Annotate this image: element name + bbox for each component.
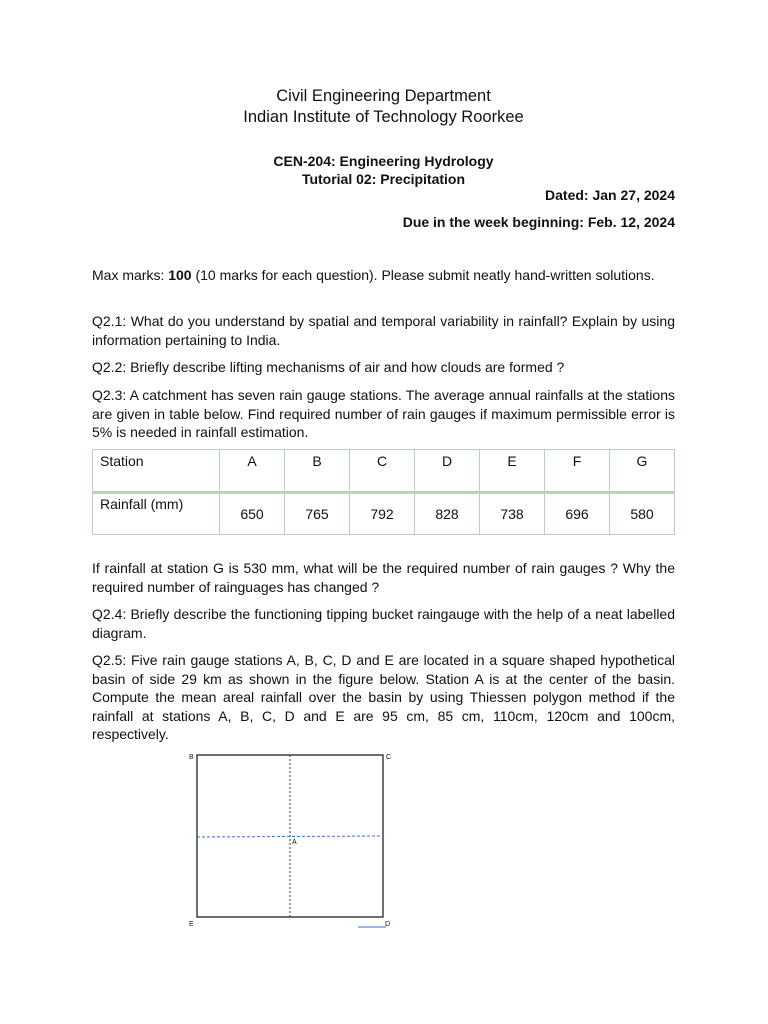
table-cell-station: A bbox=[220, 450, 285, 493]
question-2-5: Q2.5: Five rain gauge stations A, B, C, D and E are located in a square shaped hypothetical basin of side 29 km as shown in the figure below. Station A is at the center of the basin. Compute the mean areal rainfall over the basin by using Thiessen polygon method if the rainfall at stations A, B, C, D and E are 95 cm, 85 cm, 110cm, 120cm and 100cm, respectively. bbox=[92, 652, 675, 742]
table-row-stations bbox=[93, 450, 675, 493]
basin-diagram bbox=[186, 750, 396, 930]
table-row-rainfall bbox=[93, 493, 675, 535]
label-b: B bbox=[189, 754, 194, 761]
max-marks-paragraph bbox=[92, 266, 675, 285]
table-cell-rainfall: 580 bbox=[610, 493, 675, 535]
table-cell-rainfall-label: Rainfall (mm) bbox=[93, 493, 220, 535]
question-2-3: Q2.3: A catchment has seven rain gauge stations. The average annual rainfalls at the stations are given in table below. Find required number of rain gauges if maximum permissible error is 5% is needed in rainfall estimation. bbox=[92, 387, 675, 440]
label-c: C bbox=[386, 754, 392, 761]
station-g-question: If rainfall at station G is 530 mm, what will be the required number of rain gauges ? Why the required number of rainguages has changed ? bbox=[92, 560, 675, 595]
table-cell-rainfall: 828 bbox=[415, 493, 480, 535]
question-2-4: Q2.4: Briefly describe the functioning tipping bucket raingauge with the help of a neat labelled diagram. bbox=[92, 606, 675, 641]
table-cell-station: E bbox=[480, 450, 545, 493]
department-heading: Civil Engineering Department bbox=[276, 87, 491, 105]
table-cell-rainfall: 696 bbox=[545, 493, 610, 535]
due-line: Due in the week beginning: Feb. 12, 2024 bbox=[402, 214, 675, 230]
table-cell-station-label: Station bbox=[93, 450, 220, 493]
max-marks-rest: (10 marks for each question). Please submit neatly hand-written solutions. bbox=[191, 267, 655, 283]
institute-heading: Indian Institute of Technology Roorkee bbox=[243, 108, 524, 126]
table-cell-rainfall: 792 bbox=[350, 493, 415, 535]
question-2-2: Q2.2: Briefly describe lifting mechanisms of air and how clouds are formed ? bbox=[92, 359, 565, 375]
label-e: E bbox=[189, 921, 194, 928]
dated-line: Dated: Jan 27, 2024 bbox=[545, 187, 675, 203]
label-d: D bbox=[385, 921, 391, 928]
table-cell-station: B bbox=[285, 450, 350, 493]
max-marks-label: Max marks: bbox=[92, 267, 169, 283]
table-cell-station: D bbox=[415, 450, 480, 493]
table-cell-rainfall: 738 bbox=[480, 493, 545, 535]
table-cell-rainfall: 650 bbox=[220, 493, 285, 535]
table-cell-rainfall: 765 bbox=[285, 493, 350, 535]
table-cell-station: C bbox=[350, 450, 415, 493]
rainfall-table bbox=[92, 449, 675, 535]
max-marks-value: 100 bbox=[168, 267, 192, 283]
table-cell-station: G bbox=[610, 450, 675, 493]
course-title: CEN-204: Engineering Hydrology bbox=[273, 153, 494, 169]
label-a: A bbox=[292, 839, 297, 846]
tutorial-title: Tutorial 02: Precipitation bbox=[301, 171, 466, 187]
question-2-1: Q2.1: What do you understand by spatial and temporal variability in rainfall? Explain by using information pertaining to India. bbox=[92, 313, 675, 348]
table-cell-station: F bbox=[545, 450, 610, 493]
